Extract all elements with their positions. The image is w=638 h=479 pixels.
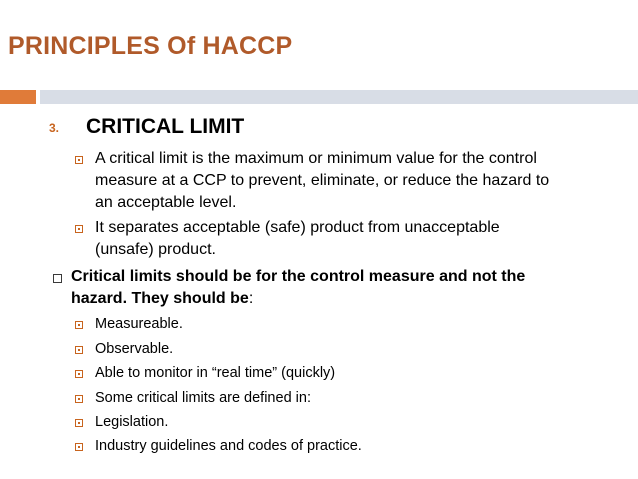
main-point-colon: : (248, 290, 254, 307)
checkbox-bullet-icon (53, 274, 62, 283)
point-1-line-1: A critical limit is the maximum or minimum value for the control (95, 150, 537, 167)
bullet-icon (75, 225, 83, 233)
section-heading: CRITICAL LIMIT (86, 115, 245, 138)
list-number: 3. (49, 121, 60, 135)
point-1-line-2: measure at a CCP to prevent, eliminate, or reduce the hazard to (95, 172, 550, 189)
list-item: Some critical limits are defined in: (95, 390, 311, 406)
point-1-line-3: an acceptable level. (95, 194, 237, 211)
list-item: Industry guidelines and codes of practice. (95, 438, 362, 454)
bullet-icon (75, 156, 83, 164)
bullet-icon (75, 443, 83, 451)
bullet-icon (75, 346, 83, 354)
bullet-icon (75, 321, 83, 329)
list-item: Observable. (95, 341, 174, 357)
main-point-line-1: Critical limits should be for the control measure and not the (71, 268, 526, 285)
slide-title: PRINCIPLES Of HACCP (8, 32, 293, 60)
bullet-icon (75, 395, 83, 403)
title-accent-bar (0, 90, 36, 104)
bullet-icon (75, 419, 83, 427)
bullet-icon (75, 370, 83, 378)
list-item: Legislation. (95, 414, 169, 430)
point-2-line-1: It separates acceptable (safe) product from unacceptable (95, 219, 500, 236)
point-2-line-2: (unsafe) product. (95, 241, 216, 258)
main-point-bold-text: hazard. They should be (71, 290, 249, 307)
list-item: Measureable. (95, 316, 183, 332)
list-item: Able to monitor in “real time” (quickly) (95, 365, 336, 381)
main-point-line-2 (71, 288, 253, 310)
title-divider-bar (40, 90, 638, 104)
